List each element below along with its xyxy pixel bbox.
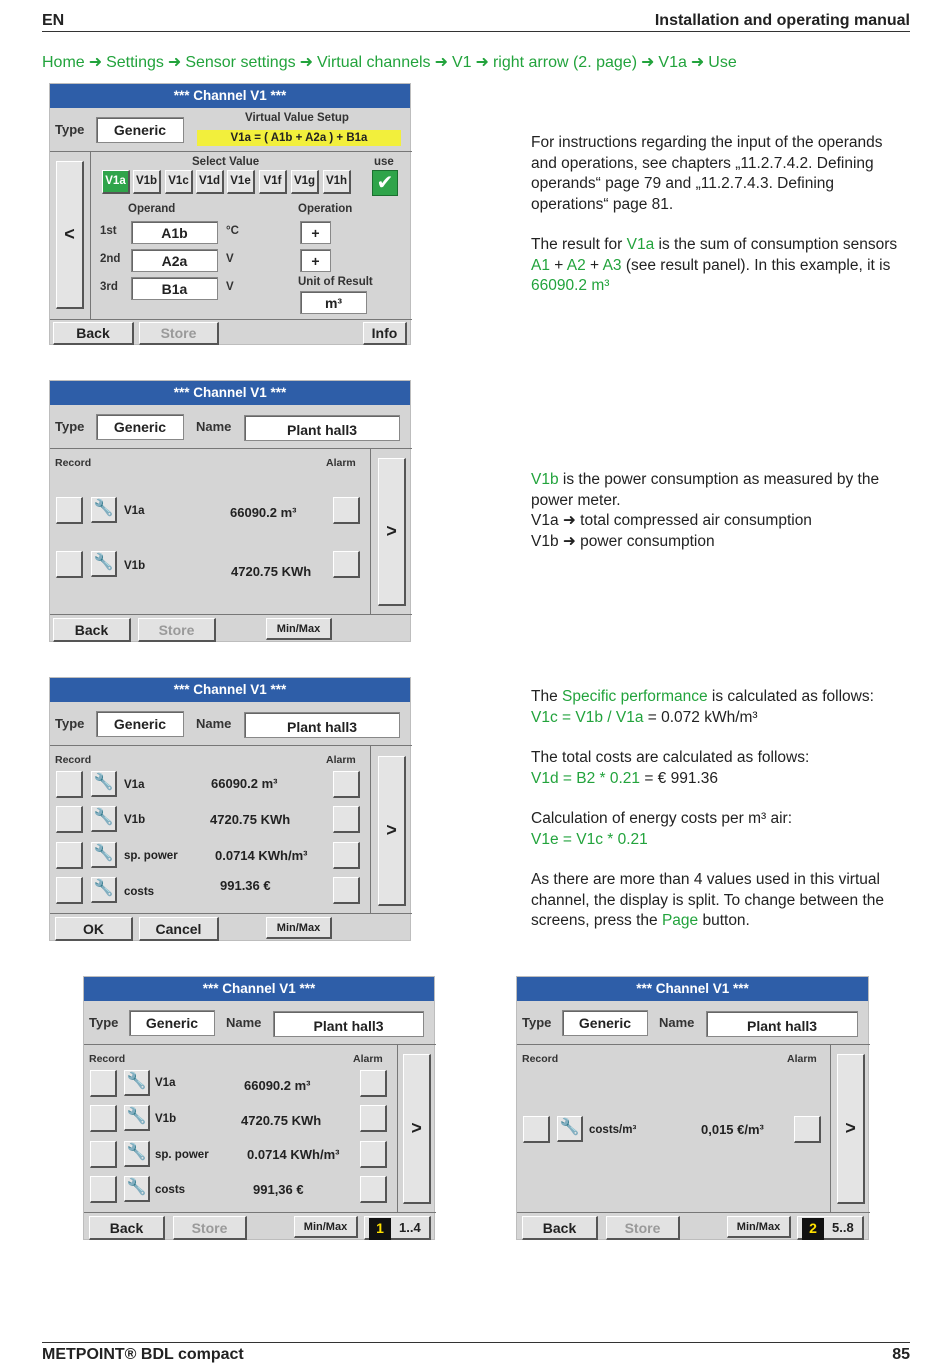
screen-title: *** Channel V1 *** <box>84 977 434 1001</box>
page-number: 85 <box>892 1346 910 1363</box>
wrench-icon[interactable]: 🔧 <box>124 1176 150 1202</box>
crumb-v1a[interactable]: V1a <box>658 54 687 71</box>
type-label: Type <box>55 419 85 434</box>
alarm-checkbox[interactable] <box>360 1141 387 1168</box>
type-field[interactable]: Generic <box>562 1010 648 1036</box>
name-label: Name <box>659 1015 695 1030</box>
arrow-icon: ➜ <box>88 54 103 71</box>
divider <box>397 1044 398 1212</box>
paragraph <box>531 809 911 850</box>
select-value-label: Select Value <box>192 156 260 168</box>
divider <box>90 151 91 319</box>
divider <box>50 151 412 152</box>
name-field[interactable]: Plant hall3 <box>273 1011 424 1037</box>
alarm-checkbox[interactable] <box>333 497 360 524</box>
name-label: Name <box>196 419 232 434</box>
alarm-checkbox[interactable] <box>360 1176 387 1203</box>
screen-title: *** Channel V1 *** <box>517 977 868 1001</box>
nav-right-button[interactable]: > <box>403 1054 431 1204</box>
crumb-settings[interactable]: Settings <box>106 54 164 71</box>
name-field[interactable]: Plant hall3 <box>244 415 400 441</box>
nav-right-button[interactable]: > <box>378 756 406 906</box>
page-footer <box>42 1346 910 1364</box>
divider <box>50 319 412 320</box>
value-chip-v1h[interactable]: V1h <box>323 170 351 194</box>
screen-title: *** Channel V1 *** <box>50 381 410 405</box>
min-max-button[interactable]: Min/Max <box>266 618 332 640</box>
record-checkbox[interactable] <box>56 806 83 833</box>
value-reading: 66090.2 m³ <box>211 776 278 791</box>
divider <box>830 1044 831 1212</box>
formula-display: V1a = ( A1b + A2a ) + B1a <box>197 130 401 146</box>
header-rule <box>42 31 910 32</box>
store-button[interactable]: Store <box>606 1216 680 1240</box>
highlight: Page <box>661 912 699 929</box>
crumb-sensor-settings[interactable]: Sensor settings <box>185 54 296 71</box>
text: + <box>585 256 603 274</box>
operand-field-1[interactable]: A1b <box>131 221 218 244</box>
alarm-checkbox[interactable] <box>333 877 360 904</box>
name-label: Name <box>196 716 232 731</box>
text: Calculation of energy costs per m³ air: <box>531 810 793 827</box>
divider <box>370 448 371 614</box>
ordinal-label: 2nd <box>100 253 121 265</box>
divider <box>517 1212 870 1213</box>
value-name: V1b <box>155 1113 177 1125</box>
nav-left-button[interactable]: < <box>56 161 84 309</box>
text-block-calculations <box>531 687 911 952</box>
value-name: V1a <box>124 505 145 517</box>
divider <box>517 1044 870 1045</box>
paragraph <box>531 870 911 932</box>
wrench-icon[interactable]: 🔧 <box>557 1116 583 1142</box>
arrow-icon: ➜ <box>434 54 448 71</box>
crumb-virtual-channels[interactable]: Virtual channels <box>317 54 431 71</box>
cancel-button[interactable]: Cancel <box>139 917 219 941</box>
highlight: A3 <box>602 256 622 274</box>
operand-unit: °C <box>226 225 239 237</box>
ordinal-label: 1st <box>100 225 117 237</box>
text: The <box>531 688 563 705</box>
arrow-icon: ➜ <box>299 54 313 71</box>
min-max-button[interactable]: Min/Max <box>727 1216 791 1238</box>
value-reading: 66090.2 m³ <box>244 1078 311 1093</box>
divider <box>84 1044 436 1045</box>
unit-of-result-label: Unit of Result <box>298 276 373 288</box>
language-code: EN <box>42 12 65 29</box>
highlight: V1b <box>531 471 559 488</box>
highlight: A2 <box>566 256 586 274</box>
value-name: V1b <box>124 814 146 826</box>
value-name: costs <box>155 1184 186 1196</box>
page-button[interactable] <box>364 1216 431 1240</box>
page-range: 5..8 <box>832 1220 854 1235</box>
alarm-label: Alarm <box>787 1053 817 1065</box>
alarm-checkbox[interactable] <box>360 1070 387 1097</box>
paragraph <box>531 470 911 511</box>
record-checkbox[interactable] <box>56 771 83 798</box>
name-field[interactable]: Plant hall3 <box>244 712 400 738</box>
use-label: use <box>374 156 394 168</box>
text: button. <box>698 912 750 929</box>
page-button[interactable] <box>797 1216 864 1240</box>
divider <box>370 745 371 913</box>
name-field[interactable]: Plant hall3 <box>706 1011 858 1037</box>
alarm-label: Alarm <box>326 457 356 469</box>
highlight: V1d = B2 * 0.21 <box>531 769 641 787</box>
value-reading: 0,015 €/m³ <box>701 1122 764 1137</box>
page-header <box>42 12 910 30</box>
type-label: Type <box>55 122 85 137</box>
alarm-checkbox[interactable] <box>360 1105 387 1132</box>
wrench-icon[interactable]: 🔧 <box>91 771 117 797</box>
arrow-icon: ➜ <box>690 54 705 71</box>
divider <box>50 745 412 746</box>
arrow-icon: ➜ <box>167 54 182 71</box>
value-name: V1a <box>124 779 145 791</box>
record-label: Record <box>55 754 92 766</box>
value-reading: 66090.2 m³ <box>230 505 297 520</box>
text-block-power <box>531 470 911 572</box>
highlight: Specific performance <box>562 688 708 705</box>
crumb-home[interactable]: Home <box>42 54 85 71</box>
setup-label: Virtual Value Setup <box>245 112 349 124</box>
type-field[interactable]: Generic <box>96 711 184 737</box>
type-label: Type <box>89 1015 119 1030</box>
paragraph: V1a ➜ total compressed air consumption <box>531 512 812 529</box>
text: (see result panel). In this example, it is <box>621 256 891 274</box>
operation-field-1[interactable]: + <box>300 221 331 244</box>
text: = 0.072 kWh/m³ <box>643 708 758 726</box>
operand-unit: V <box>226 253 234 265</box>
store-button[interactable]: Store <box>138 618 216 642</box>
value-name: costs/m³ <box>589 1124 637 1136</box>
highlight: A1 <box>531 256 550 274</box>
paragraph <box>531 748 911 789</box>
page-range: 1..4 <box>399 1220 421 1235</box>
text: is calculated as follows: <box>707 688 874 705</box>
operation-field-2[interactable]: + <box>300 249 331 272</box>
product-name: METPOINT® BDL compact <box>42 1346 244 1363</box>
wrench-icon[interactable]: 🔧 <box>91 877 117 903</box>
value-chip-v1b[interactable]: V1b <box>133 170 161 194</box>
value-name: sp. power <box>155 1149 209 1161</box>
ok-button[interactable]: OK <box>55 917 133 941</box>
unit-of-result-field[interactable]: m³ <box>300 291 367 314</box>
screen-title: *** Channel V1 *** <box>50 84 410 108</box>
operand-field-2[interactable]: A2a <box>131 249 218 272</box>
operation-label: Operation <box>298 203 353 215</box>
wrench-icon[interactable]: 🔧 <box>91 497 117 523</box>
record-checkbox[interactable] <box>56 877 83 904</box>
alarm-checkbox[interactable] <box>333 842 360 869</box>
value-name: costs <box>124 886 155 898</box>
crumb-use[interactable]: Use <box>708 54 737 71</box>
divider <box>50 614 412 615</box>
highlight: V1c = V1b / V1a <box>531 708 644 726</box>
text: The result for <box>531 236 627 253</box>
store-button[interactable]: Store <box>139 322 219 345</box>
store-button[interactable]: Store <box>173 1216 247 1240</box>
type-field[interactable]: Generic <box>96 414 184 440</box>
nav-right-button[interactable]: > <box>378 458 406 606</box>
highlight: 66090.2 m³ <box>531 277 610 294</box>
breadcrumb <box>42 52 737 72</box>
paragraph: For instructions regarding the input of the operands and operations, see chapters „11.2.7.4.2. Defining operands“ page 79 and „11.2.7.4.3. Defining operations“ page 81. <box>531 134 883 213</box>
type-field[interactable]: Generic <box>96 117 184 143</box>
operand-field-3[interactable]: B1a <box>131 277 218 300</box>
value-reading: 0.0714 KWh/m³ <box>247 1147 340 1162</box>
value-chip-v1f[interactable]: V1f <box>259 170 287 194</box>
divider <box>84 1212 436 1213</box>
screen-virtual-value-setup <box>49 83 411 345</box>
wrench-icon[interactable]: 🔧 <box>124 1141 150 1167</box>
screen-channel-page-2 <box>516 976 869 1240</box>
min-max-button[interactable]: Min/Max <box>266 917 332 939</box>
operand-label: Operand <box>128 203 176 215</box>
back-button[interactable]: Back <box>53 618 131 642</box>
crumb-right-arrow[interactable]: right arrow (2. page) <box>492 54 638 71</box>
record-checkbox[interactable] <box>90 1070 117 1097</box>
value-chip-v1a[interactable]: V1a <box>102 170 130 194</box>
record-label: Record <box>522 1053 559 1065</box>
record-checkbox[interactable] <box>56 551 83 578</box>
alarm-label: Alarm <box>353 1053 383 1065</box>
info-button[interactable]: Info <box>363 322 407 345</box>
wrench-icon[interactable]: 🔧 <box>91 551 117 577</box>
back-button[interactable]: Back <box>53 322 134 345</box>
value-reading: 991.36 € <box>220 878 271 893</box>
divider <box>50 913 412 914</box>
arrow-icon: ➜ <box>641 54 655 71</box>
manual-title: Installation and operating manual <box>654 12 910 29</box>
wrench-icon[interactable]: 🔧 <box>91 806 117 832</box>
paragraph: V1b ➜ power consumption <box>531 532 715 550</box>
type-field[interactable]: Generic <box>129 1010 215 1036</box>
arrow-icon: ➜ <box>475 54 489 71</box>
back-button[interactable]: Back <box>522 1216 598 1240</box>
operand-unit: V <box>226 281 234 293</box>
value-reading: 0.0714 KWh/m³ <box>215 848 308 863</box>
value-reading: 991,36 € <box>253 1182 304 1197</box>
paragraph <box>531 235 911 297</box>
alarm-checkbox[interactable] <box>333 806 360 833</box>
value-chip-v1g[interactable]: V1g <box>291 170 319 194</box>
record-checkbox[interactable] <box>90 1141 117 1168</box>
footer-rule <box>42 1342 910 1343</box>
use-checkbox-icon[interactable]: ✔ <box>372 170 398 196</box>
value-reading: 4720.75 KWh <box>210 812 291 827</box>
record-checkbox[interactable] <box>90 1176 117 1203</box>
value-chip-v1d[interactable]: V1d <box>196 170 224 194</box>
record-checkbox[interactable] <box>90 1105 117 1132</box>
alarm-checkbox[interactable] <box>794 1116 821 1143</box>
wrench-icon[interactable]: 🔧 <box>124 1105 150 1131</box>
value-name: V1a <box>155 1077 176 1089</box>
wrench-icon[interactable]: 🔧 <box>124 1070 150 1096</box>
divider <box>50 448 412 449</box>
text: The total costs are calculated as follows: <box>531 749 810 766</box>
value-chip-v1e[interactable]: V1e <box>227 170 255 194</box>
wrench-icon[interactable]: 🔧 <box>91 842 117 868</box>
screen-channel-overview-3 <box>49 677 411 941</box>
record-label: Record <box>89 1053 126 1065</box>
record-checkbox[interactable] <box>56 842 83 869</box>
screen-channel-page-1 <box>83 976 435 1240</box>
text: is the power consumption as measured by the power meter. <box>531 471 880 509</box>
name-label: Name <box>226 1015 262 1030</box>
type-label: Type <box>55 716 85 731</box>
text-block-operands <box>531 133 911 317</box>
paragraph <box>531 687 911 728</box>
page-icon: 1 <box>369 1218 391 1240</box>
alarm-label: Alarm <box>326 754 356 766</box>
record-checkbox[interactable] <box>523 1116 550 1143</box>
record-label: Record <box>55 457 92 469</box>
highlight: V1a <box>626 236 655 253</box>
page-icon: 2 <box>802 1218 824 1240</box>
nav-right-button[interactable]: > <box>837 1054 865 1204</box>
type-label: Type <box>522 1015 552 1030</box>
text: + <box>549 256 567 274</box>
crumb-v1[interactable]: V1 <box>451 54 472 71</box>
screen-channel-overview-2 <box>49 380 411 642</box>
value-name: sp. power <box>124 850 178 862</box>
highlight: V1e = V1c * 0.21 <box>531 830 648 848</box>
value-name: V1b <box>124 560 146 572</box>
min-max-button[interactable]: Min/Max <box>294 1216 358 1238</box>
value-chip-v1c[interactable]: V1c <box>165 170 193 194</box>
alarm-checkbox[interactable] <box>333 771 360 798</box>
screen-title: *** Channel V1 *** <box>50 678 410 702</box>
alarm-checkbox[interactable] <box>333 551 360 578</box>
value-reading: 4720.75 KWh <box>241 1113 322 1128</box>
ordinal-label: 3rd <box>100 281 118 293</box>
text: is the sum of consumption sensors <box>654 236 898 253</box>
back-button[interactable]: Back <box>89 1216 165 1240</box>
text: = € 991.36 <box>640 769 719 787</box>
record-checkbox[interactable] <box>56 497 83 524</box>
text: As there are more than 4 values used in this virtual channel, the display is split. To change between the screens, press the <box>531 871 885 929</box>
value-reading: 4720.75 KWh <box>231 564 312 579</box>
